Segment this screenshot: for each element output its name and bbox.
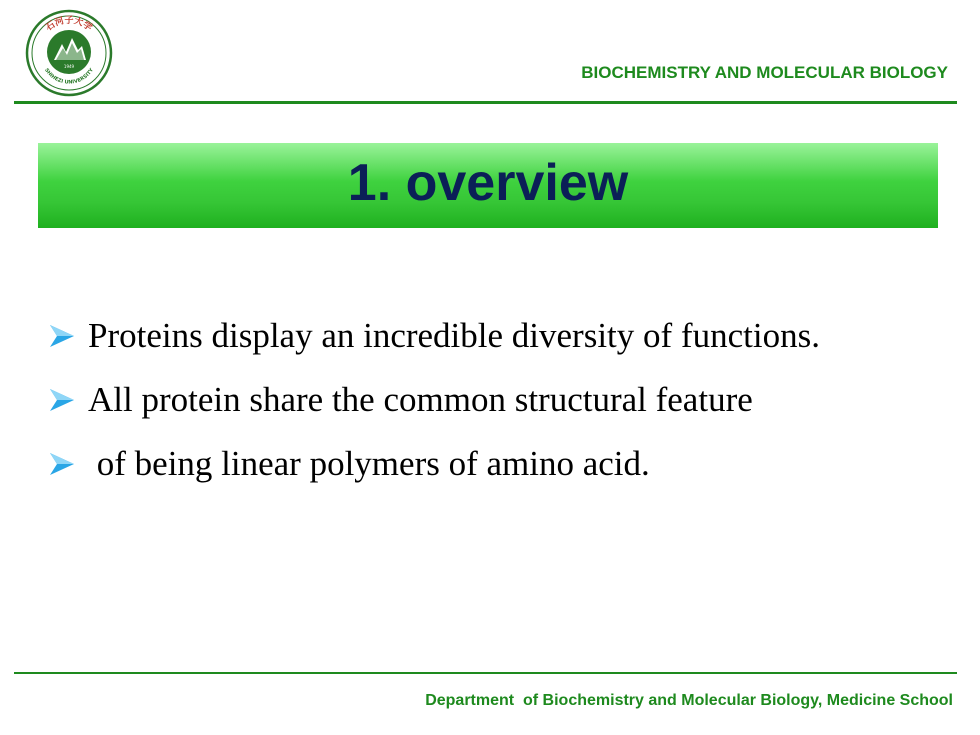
- arrow-bullet-icon: [48, 323, 76, 349]
- title-banner: [38, 143, 938, 228]
- footer-text: Department of Biochemistry and Molecular Biology, Medicine School: [425, 692, 953, 709]
- svg-text:石河子大学: 石河子大学: [44, 16, 94, 34]
- bullet-item: [48, 432, 948, 496]
- slide-title: 1. overview: [347, 153, 629, 212]
- bullet-list: [48, 304, 948, 496]
- university-seal-icon: [22, 8, 116, 98]
- header-divider: [14, 101, 957, 104]
- bullet-text: Proteins display an incredible diversity of functions.: [88, 316, 820, 355]
- header-title: BIOCHEMISTRY AND MOLECULAR BIOLOGY: [581, 63, 948, 82]
- arrow-bullet-icon: [48, 387, 76, 413]
- bullet-text: of being linear polymers of amino acid.: [88, 444, 650, 483]
- bullet-text: All protein share the common structural feature: [88, 380, 753, 419]
- footer-divider: [14, 672, 957, 674]
- bullet-item: [48, 304, 948, 368]
- svg-text:SHIHEZI UNIVERSITY: SHIHEZI UNIVERSITY: [43, 67, 95, 86]
- bullet-item: [48, 368, 948, 432]
- arrow-bullet-icon: [48, 451, 76, 477]
- svg-text:1949: 1949: [63, 64, 75, 69]
